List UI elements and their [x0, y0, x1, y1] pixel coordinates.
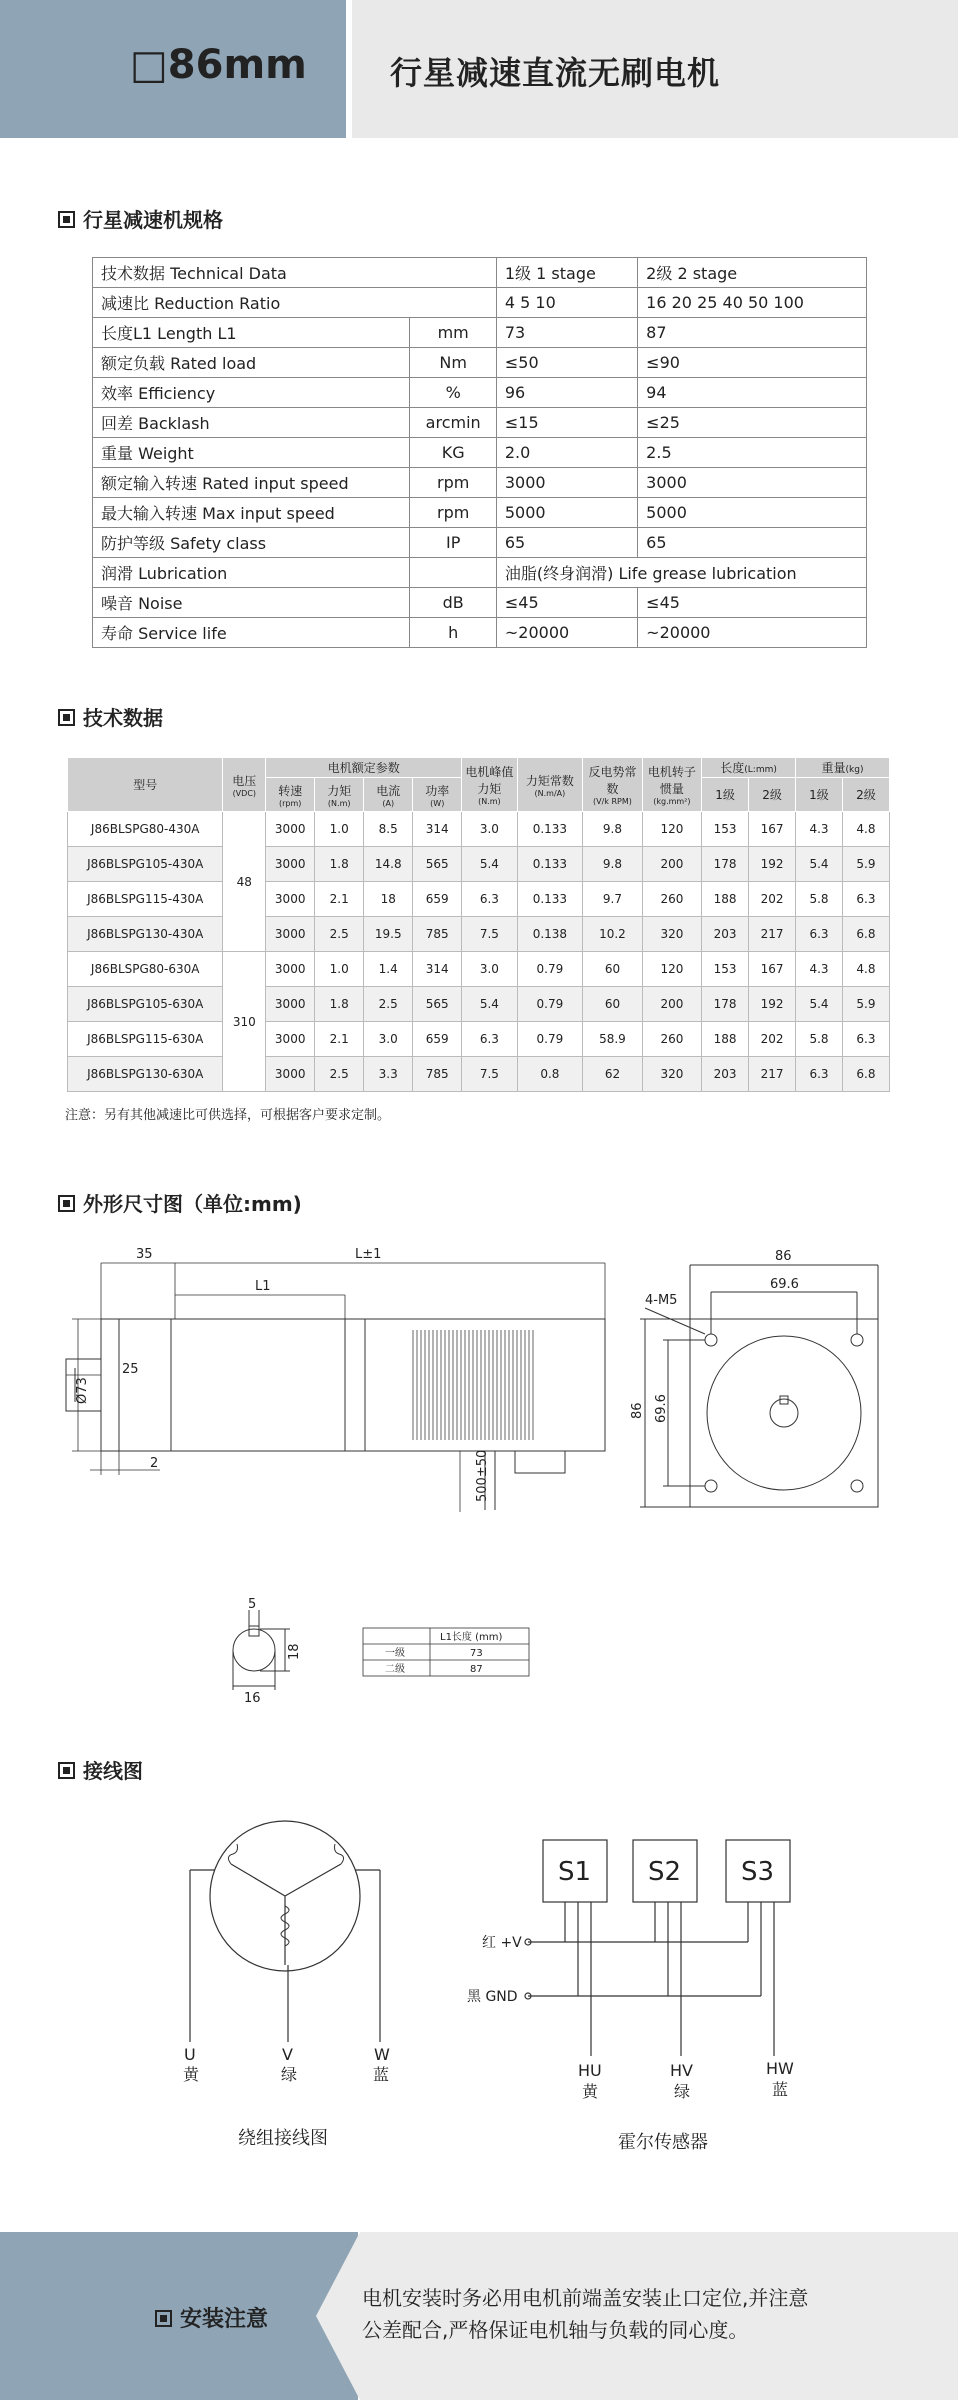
spec-value: ≤45: [638, 588, 867, 618]
value-cell: 0.79: [517, 952, 583, 987]
dim-69-6: 69.6: [770, 1277, 799, 1292]
spec-label: 回差 Backlash: [93, 408, 410, 438]
hall-hv: HV: [670, 2061, 693, 2080]
value-cell: 4.3: [796, 812, 843, 847]
dim-86: 86: [775, 1249, 792, 1264]
value-cell: 120: [642, 812, 701, 847]
hall-hu-color: 黄: [582, 2082, 599, 2101]
col-current: 电流 (A): [364, 778, 413, 812]
value-cell: 5.8: [796, 1022, 843, 1057]
value-cell: 4.3: [796, 952, 843, 987]
spec-value: ≤25: [638, 408, 867, 438]
spec-value: 73: [496, 318, 637, 348]
section-bullet-icon: [58, 1762, 75, 1779]
value-cell: 3000: [266, 1022, 315, 1057]
value-cell: 0.79: [517, 1022, 583, 1057]
tech-row: [68, 952, 890, 987]
spec-value: 65: [496, 528, 637, 558]
col-len-s1: 1级: [702, 778, 749, 812]
spec-unit: Nm: [410, 348, 496, 378]
tech-row: [68, 812, 890, 847]
section-dims-title: 外形尺寸图（单位:mm): [58, 1188, 302, 1217]
spec-unit: IP: [410, 528, 496, 558]
tech-data-table: [67, 757, 890, 1092]
value-cell: 200: [642, 847, 701, 882]
l1-row2-label: 二级: [385, 1664, 405, 1675]
spec-label: 重量 Weight: [93, 438, 410, 468]
value-cell: 178: [702, 987, 749, 1022]
value-cell: 2.5: [315, 917, 364, 952]
value-cell: 192: [749, 847, 796, 882]
voltage-cell: 310: [223, 952, 266, 1092]
spec-value: ~20000: [638, 618, 867, 648]
value-cell: 6.8: [842, 1057, 889, 1092]
col-power: 功率 (W): [413, 778, 462, 812]
value-cell: 260: [642, 1022, 701, 1057]
spec-row: [93, 288, 867, 318]
spec-row: [93, 468, 867, 498]
col-wt-s2: 2级: [842, 778, 889, 812]
value-cell: 3.0: [462, 812, 517, 847]
spec-row: [93, 498, 867, 528]
value-cell: 3.0: [364, 1022, 413, 1057]
value-cell: 153: [702, 812, 749, 847]
value-cell: 0.138: [517, 917, 583, 952]
value-cell: 153: [702, 952, 749, 987]
value-cell: 6.3: [796, 1057, 843, 1092]
value-cell: 6.3: [462, 882, 517, 917]
section-tech-title: 技术数据: [58, 702, 163, 731]
value-cell: 2.1: [315, 1022, 364, 1057]
value-cell: 565: [413, 847, 462, 882]
section-bullet-icon: [58, 709, 75, 726]
value-cell: 200: [642, 987, 701, 1022]
spec-label: 技术数据 Technical Data: [93, 258, 497, 288]
gearbox-body: [119, 1319, 345, 1451]
tech-row: [68, 1022, 890, 1057]
spec-value: 16 20 25 40 50 100: [638, 288, 867, 318]
value-cell: 3.0: [462, 952, 517, 987]
value-cell: 1.0: [315, 812, 364, 847]
value-cell: 2.5: [315, 1057, 364, 1092]
spec-row: [93, 618, 867, 648]
gearbox-section: [171, 1319, 345, 1451]
hall-hw: HW: [766, 2059, 794, 2078]
spec-unit: [410, 558, 496, 588]
hall-s2: S2: [648, 1857, 682, 1887]
section-spec-title: 行星减速机规格: [58, 204, 223, 233]
value-cell: 188: [702, 1022, 749, 1057]
value-cell: 0.8: [517, 1057, 583, 1092]
power-label: 红 +V: [482, 1935, 522, 1951]
spec-unit: rpm: [410, 498, 496, 528]
spec-value: 3000: [496, 468, 637, 498]
shaft-section: [233, 1629, 275, 1671]
value-cell: 19.5: [364, 917, 413, 952]
spec-row: [93, 348, 867, 378]
value-cell: 9.8: [583, 847, 642, 882]
value-cell: 4.8: [842, 952, 889, 987]
value-cell: 60: [583, 952, 642, 987]
wire-v-color: 绿: [281, 2065, 298, 2084]
l1-table-head: L1长度 (mm): [440, 1632, 503, 1643]
spec-table: [92, 257, 867, 648]
install-notice: [0, 2232, 958, 2400]
value-cell: 3000: [266, 882, 315, 917]
value-cell: 120: [642, 952, 701, 987]
tech-row: [68, 987, 890, 1022]
spec-value: 2.5: [638, 438, 867, 468]
spec-value: 1级 1 stage: [496, 258, 637, 288]
hall-hu: HU: [578, 2061, 602, 2080]
l1-row1-label: 一级: [385, 1648, 405, 1659]
spec-value: ≤50: [496, 348, 637, 378]
value-cell: 188: [702, 882, 749, 917]
tech-row: [68, 847, 890, 882]
spec-row: [93, 558, 867, 588]
value-cell: 5.4: [796, 847, 843, 882]
model-cell: J86BLSPG80-630A: [68, 952, 223, 987]
spec-label: 噪音 Noise: [93, 588, 410, 618]
section-wiring-title: 接线图: [58, 1755, 143, 1784]
value-cell: 5.4: [462, 987, 517, 1022]
tech-row: [68, 917, 890, 952]
install-notice-line1: 电机安装时务必用电机前端盖安装止口定位,并注意: [362, 2286, 809, 2310]
value-cell: 0.79: [517, 987, 583, 1022]
dim-L1: L1: [255, 1279, 271, 1294]
l1-row2-value: 87: [470, 1664, 483, 1675]
value-cell: 167: [749, 812, 796, 847]
voltage-cell: 48: [223, 812, 266, 952]
dim-35: 35: [136, 1247, 153, 1262]
page-title: □86mm: [130, 42, 307, 88]
spec-value: 65: [638, 528, 867, 558]
l1-row1-value: 73: [470, 1648, 483, 1659]
model-cell: J86BLSPG105-430A: [68, 847, 223, 882]
winding-star: [231, 1864, 341, 1965]
spec-value: 2级 2 stage: [638, 258, 867, 288]
col-wt-s1: 1级: [796, 778, 843, 812]
cooling-fins: [413, 1330, 533, 1440]
col-speed: 转速 (rpm): [266, 778, 315, 812]
spec-unit: arcmin: [410, 408, 496, 438]
spec-unit: rpm: [410, 468, 496, 498]
spec-row: [93, 258, 867, 288]
value-cell: 58.9: [583, 1022, 642, 1057]
wire-u: U: [184, 2045, 196, 2064]
value-cell: 4.8: [842, 812, 889, 847]
value-cell: 5.4: [796, 987, 843, 1022]
value-cell: 62: [583, 1057, 642, 1092]
joint-ring: [345, 1319, 365, 1451]
value-cell: 659: [413, 1022, 462, 1057]
spec-value: ≤45: [496, 588, 637, 618]
value-cell: 3000: [266, 987, 315, 1022]
hall-caption: 霍尔传感器: [618, 2132, 708, 2153]
page-header: [0, 0, 958, 138]
hall-s3: S3: [741, 1857, 775, 1887]
value-cell: 0.133: [517, 847, 583, 882]
value-cell: 565: [413, 987, 462, 1022]
gnd-label: 黑 GND: [467, 1989, 518, 2005]
value-cell: 3000: [266, 847, 315, 882]
value-cell: 6.3: [842, 1022, 889, 1057]
value-cell: 202: [749, 1022, 796, 1057]
value-cell: 192: [749, 987, 796, 1022]
model-cell: J86BLSPG115-430A: [68, 882, 223, 917]
spec-row: [93, 438, 867, 468]
value-cell: 178: [702, 847, 749, 882]
install-notice-line2: 公差配合,严格保证电机轴与负载的同心度。: [362, 2318, 749, 2342]
spec-value: ≤15: [496, 408, 637, 438]
dimension-drawing: [0, 1230, 958, 1750]
spec-unit: mm: [410, 318, 496, 348]
value-cell: 320: [642, 917, 701, 952]
dim-69-6-vertical: 69.6: [654, 1394, 669, 1423]
value-cell: 7.5: [462, 1057, 517, 1092]
value-cell: 3000: [266, 917, 315, 952]
value-cell: 8.5: [364, 812, 413, 847]
dim-d73: Ø73: [75, 1377, 90, 1404]
spec-value: 4 5 10: [496, 288, 637, 318]
spec-unit: h: [410, 618, 496, 648]
dim-18: 18: [287, 1643, 302, 1660]
value-cell: 0.133: [517, 812, 583, 847]
spec-label: 减速比 Reduction Ratio: [93, 288, 497, 318]
value-cell: 9.7: [583, 882, 642, 917]
value-cell: 202: [749, 882, 796, 917]
hall-s1: S1: [558, 1857, 592, 1887]
spec-value: 油脂(终身润滑) Life grease lubrication: [496, 558, 866, 588]
spec-row: [93, 528, 867, 558]
hall-hv-color: 绿: [674, 2082, 691, 2101]
header-divider: [346, 0, 352, 138]
col-torque: 力矩 (N.m): [315, 778, 364, 812]
model-cell: J86BLSPG115-630A: [68, 1022, 223, 1057]
value-cell: 7.5: [462, 917, 517, 952]
spec-label: 额定输入转速 Rated input speed: [93, 468, 410, 498]
value-cell: 314: [413, 952, 462, 987]
value-cell: 260: [642, 882, 701, 917]
value-cell: 1.8: [315, 987, 364, 1022]
dim-5: 5: [248, 1597, 257, 1612]
value-cell: 3000: [266, 812, 315, 847]
install-notice-text: [362, 2282, 808, 2346]
wire-w: W: [374, 2045, 390, 2064]
front-view-square: [690, 1319, 878, 1507]
spec-value: 87: [638, 318, 867, 348]
spec-label: 效率 Efficiency: [93, 378, 410, 408]
dim-L: L±1: [355, 1247, 382, 1262]
col-bemf: 反电势常数 (V/k RPM): [583, 758, 642, 812]
spec-label: 额定负载 Rated load: [93, 348, 410, 378]
spec-row: [93, 378, 867, 408]
wire-v: V: [282, 2045, 293, 2064]
value-cell: 3000: [266, 1057, 315, 1092]
spec-unit: dB: [410, 588, 496, 618]
value-cell: 203: [702, 917, 749, 952]
value-cell: 3000: [266, 952, 315, 987]
value-cell: 60: [583, 987, 642, 1022]
value-cell: 785: [413, 1057, 462, 1092]
col-tconst: 力矩常数 (N.m/A): [517, 758, 583, 812]
dim-2: 2: [150, 1456, 159, 1471]
dim-4-m5: 4-M5: [645, 1293, 678, 1308]
page-subtitle: 行星减速直流无刷电机: [390, 54, 721, 92]
spec-row: [93, 318, 867, 348]
col-model: 型号: [68, 758, 223, 812]
section-bullet-icon: [58, 1195, 75, 1212]
col-voltage: 电压 (VDC): [223, 758, 266, 812]
spec-value: 2.0: [496, 438, 637, 468]
value-cell: 2.5: [364, 987, 413, 1022]
spec-label: 防护等级 Safety class: [93, 528, 410, 558]
value-cell: 18: [364, 882, 413, 917]
value-cell: 6.8: [842, 917, 889, 952]
col-rated: 电机额定参数: [266, 758, 462, 778]
value-cell: 1.8: [315, 847, 364, 882]
value-cell: 785: [413, 917, 462, 952]
section-bullet-icon: [58, 211, 75, 228]
value-cell: 6.3: [842, 882, 889, 917]
spec-row: [93, 588, 867, 618]
value-cell: 659: [413, 882, 462, 917]
col-weight: 重量(kg): [796, 758, 890, 778]
spec-value: 3000: [638, 468, 867, 498]
value-cell: 6.3: [796, 917, 843, 952]
value-cell: 6.3: [462, 1022, 517, 1057]
value-cell: 5.4: [462, 847, 517, 882]
spec-value: 94: [638, 378, 867, 408]
model-cell: J86BLSPG130-430A: [68, 917, 223, 952]
winding-caption: 绕组接线图: [238, 2128, 328, 2149]
value-cell: 1.4: [364, 952, 413, 987]
spec-value: ~20000: [496, 618, 637, 648]
tech-row: [68, 1057, 890, 1092]
value-cell: 3.3: [364, 1057, 413, 1092]
value-cell: 203: [702, 1057, 749, 1092]
front-view-circle: [707, 1336, 861, 1490]
value-cell: 217: [749, 1057, 796, 1092]
value-cell: 2.1: [315, 882, 364, 917]
spec-label: 寿命 Service life: [93, 618, 410, 648]
value-cell: 5.8: [796, 882, 843, 917]
dim-16: 16: [244, 1691, 261, 1706]
spec-value: 5000: [496, 498, 637, 528]
col-len-s2: 2级: [749, 778, 796, 812]
value-cell: 5.9: [842, 847, 889, 882]
value-cell: 167: [749, 952, 796, 987]
dim-500: 500±50: [475, 1449, 490, 1502]
dim-86-vertical: 86: [630, 1402, 645, 1419]
value-cell: 314: [413, 812, 462, 847]
shaft-circle: [770, 1399, 798, 1427]
spec-label: 润滑 Lubrication: [93, 558, 410, 588]
spec-unit: %: [410, 378, 496, 408]
spec-value: 96: [496, 378, 637, 408]
dim-25: 25: [122, 1362, 139, 1377]
spec-row: [93, 408, 867, 438]
spec-value: 5000: [638, 498, 867, 528]
spec-label: 长度L1 Length L1: [93, 318, 410, 348]
spec-label: 最大输入转速 Max input speed: [93, 498, 410, 528]
tech-row: [68, 882, 890, 917]
install-notice-title: 安装注意: [155, 2302, 268, 2333]
value-cell: 14.8: [364, 847, 413, 882]
value-cell: 1.0: [315, 952, 364, 987]
model-cell: J86BLSPG130-630A: [68, 1057, 223, 1092]
value-cell: 0.133: [517, 882, 583, 917]
hall-hw-color: 蓝: [772, 2080, 789, 2099]
value-cell: 217: [749, 917, 796, 952]
value-cell: 5.9: [842, 987, 889, 1022]
value-cell: 320: [642, 1057, 701, 1092]
value-cell: 10.2: [583, 917, 642, 952]
table-note: 注意：另有其他减速比可供选择，可根据客户要求定制。: [65, 1108, 391, 1123]
col-inertia: 电机转子惯量 (kg.mm²): [642, 758, 701, 812]
spec-unit: KG: [410, 438, 496, 468]
spec-value: ≤90: [638, 348, 867, 378]
value-cell: 9.8: [583, 812, 642, 847]
wiring-diagram: [0, 1820, 958, 2180]
wire-u-color: 黄: [183, 2065, 200, 2084]
front-flange: [101, 1319, 119, 1451]
col-peak: 电机峰值力矩 (N.m): [462, 758, 517, 812]
section-bullet-icon: [155, 2310, 172, 2327]
model-cell: J86BLSPG80-430A: [68, 812, 223, 847]
model-cell: J86BLSPG105-630A: [68, 987, 223, 1022]
col-length: 长度(L:mm): [702, 758, 796, 778]
wire-w-color: 蓝: [373, 2065, 390, 2084]
